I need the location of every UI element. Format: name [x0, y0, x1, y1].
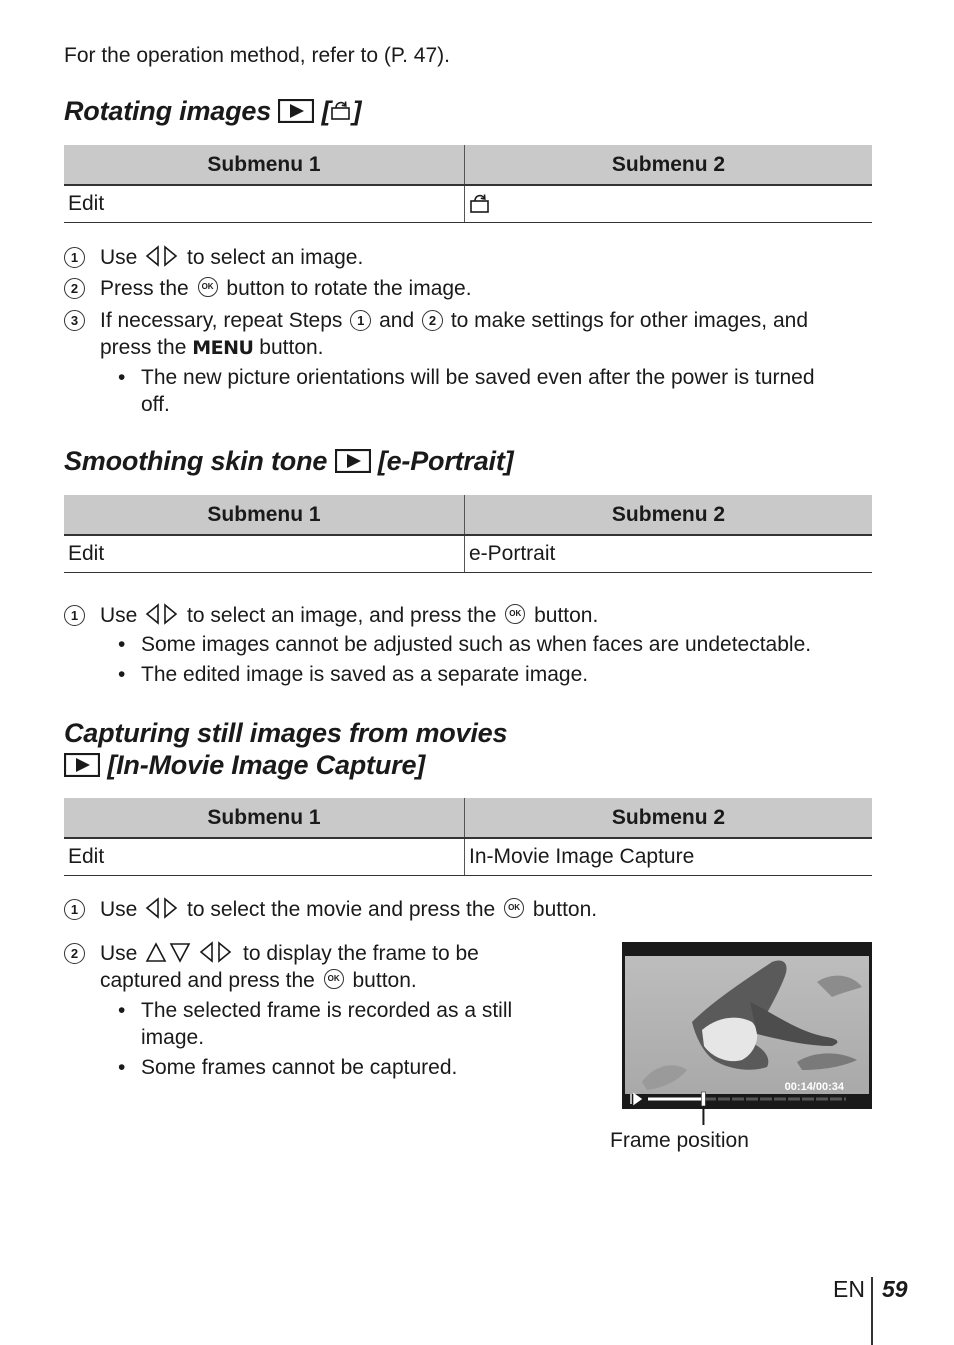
bullet-item: • Some frames cannot be captured. — [118, 1056, 458, 1079]
table-header: Submenu 2 — [465, 145, 873, 185]
step-2 — [64, 275, 872, 302]
bullet-text: Some images cannot be adjusted such as when faces are undetectable. — [141, 633, 812, 656]
page-number: 59 — [882, 1276, 908, 1302]
table-header: Submenu 1 — [64, 495, 465, 535]
step-text: If necessary, repeat Steps — [100, 309, 343, 332]
menu-button-label: MENU — [192, 337, 254, 359]
table-header: Submenu 2 — [465, 798, 873, 838]
four-way-arrows-icon — [145, 941, 235, 963]
heading-text: [e-Portrait] — [377, 446, 514, 476]
step-text: to select an image, and press the — [187, 604, 497, 627]
step-text: Use — [100, 898, 138, 921]
ok-button-icon: OK — [505, 604, 525, 624]
footer-language: EN — [833, 1276, 865, 1302]
heading-capturing-still-images — [64, 717, 507, 781]
step-text: Use — [100, 246, 138, 269]
step-text: button. — [532, 898, 598, 921]
footer-divider — [871, 1277, 873, 1345]
heading-rotating-images — [64, 96, 361, 127]
bullet-item: • The selected frame is recorded as a still image. — [118, 999, 513, 1049]
bullet-text: off. — [141, 393, 170, 416]
rotate-icon — [469, 192, 491, 216]
step-text: to select the movie and press the — [187, 898, 496, 921]
playback-icon — [278, 99, 314, 123]
step-number: 2 — [64, 278, 85, 299]
step-text: Use — [100, 942, 138, 965]
bullet-item: • The edited image is saved as a separate image. — [118, 663, 589, 686]
bullet-text: The edited image is saved as a separate image. — [141, 663, 589, 686]
left-right-arrows-icon — [145, 245, 179, 267]
bullet-text: Some frames cannot be captured. — [141, 1056, 458, 1079]
frame-position-caption: Frame position — [610, 1129, 749, 1152]
step-number: 1 — [64, 247, 85, 268]
movie-frame-figure — [622, 942, 872, 1132]
step-ref: 2 — [422, 310, 443, 331]
step-text: captured and press the — [100, 969, 315, 992]
table-header: Submenu 1 — [64, 145, 465, 185]
submenu-table-eportrait — [64, 495, 872, 573]
left-right-arrows-icon — [145, 897, 179, 919]
bullet-item: • Some images cannot be adjusted such as when faces are undetectable. — [118, 633, 812, 656]
heading-text: Smoothing skin tone — [64, 446, 328, 476]
bracket-close: ] — [352, 96, 362, 126]
submenu-table-inmovie — [64, 798, 872, 876]
step-2 — [64, 940, 584, 996]
table-cell: In-Movie Image Capture — [465, 838, 873, 876]
step-text: press the — [100, 336, 187, 359]
bullet-item: • The new picture orientations will be saved even after the power is turned off. — [118, 366, 815, 416]
playback-icon — [335, 449, 371, 473]
table-header: Submenu 1 — [64, 798, 465, 838]
ok-button-icon: OK — [324, 969, 344, 989]
step-text: to display the frame to be — [243, 942, 479, 965]
step-text: Press the — [100, 277, 189, 300]
table-cell: Edit — [64, 185, 465, 223]
step-3 — [64, 307, 872, 363]
table-cell: Edit — [64, 838, 465, 876]
step-text: button. — [534, 604, 599, 627]
heading-text: Capturing still images from movies — [64, 718, 508, 748]
bullet-text: The new picture orientations will be saved even after the power is turned — [141, 366, 815, 389]
heading-text: Rotating images — [64, 96, 272, 126]
heading-smoothing-skin-tone — [64, 446, 513, 477]
bracket-open: [ — [321, 96, 331, 126]
step-text: button. — [259, 336, 324, 359]
table-header: Submenu 2 — [465, 495, 873, 535]
bullet-text: image. — [141, 1026, 205, 1049]
left-right-arrows-icon — [145, 603, 179, 625]
step-1 — [64, 896, 872, 923]
step-text: to make settings for other images, and — [450, 309, 809, 332]
step-number: 1 — [64, 899, 85, 920]
table-cell: e-Portrait — [465, 535, 873, 573]
movie-time-readout: 00:14/00:34 — [784, 1081, 844, 1093]
step-number: 1 — [64, 605, 85, 626]
intro-text: For the operation method, refer to (P. 47). — [64, 44, 450, 67]
step-1 — [64, 602, 872, 629]
step-number: 3 — [64, 310, 85, 331]
ok-button-icon: OK — [504, 898, 524, 918]
step-text: and — [379, 309, 415, 332]
step-ref: 1 — [350, 310, 371, 331]
heading-text: [In-Movie Image Capture] — [107, 750, 426, 780]
step-1 — [64, 244, 872, 271]
table-cell: Edit — [64, 535, 465, 573]
submenu-table-rotate — [64, 145, 872, 223]
frame-position-marker — [701, 1092, 705, 1106]
table-cell-icon — [465, 185, 873, 223]
step-text: button. — [352, 969, 417, 992]
ok-button-icon: OK — [198, 277, 218, 297]
step-number: 2 — [64, 943, 85, 964]
rotate-icon — [330, 99, 352, 123]
playback-icon — [64, 753, 100, 777]
step-text: button to rotate the image. — [226, 277, 472, 300]
step-text: to select an image. — [187, 246, 364, 269]
step-text: Use — [100, 604, 138, 627]
bullet-text: The selected frame is recorded as a still — [141, 999, 513, 1022]
